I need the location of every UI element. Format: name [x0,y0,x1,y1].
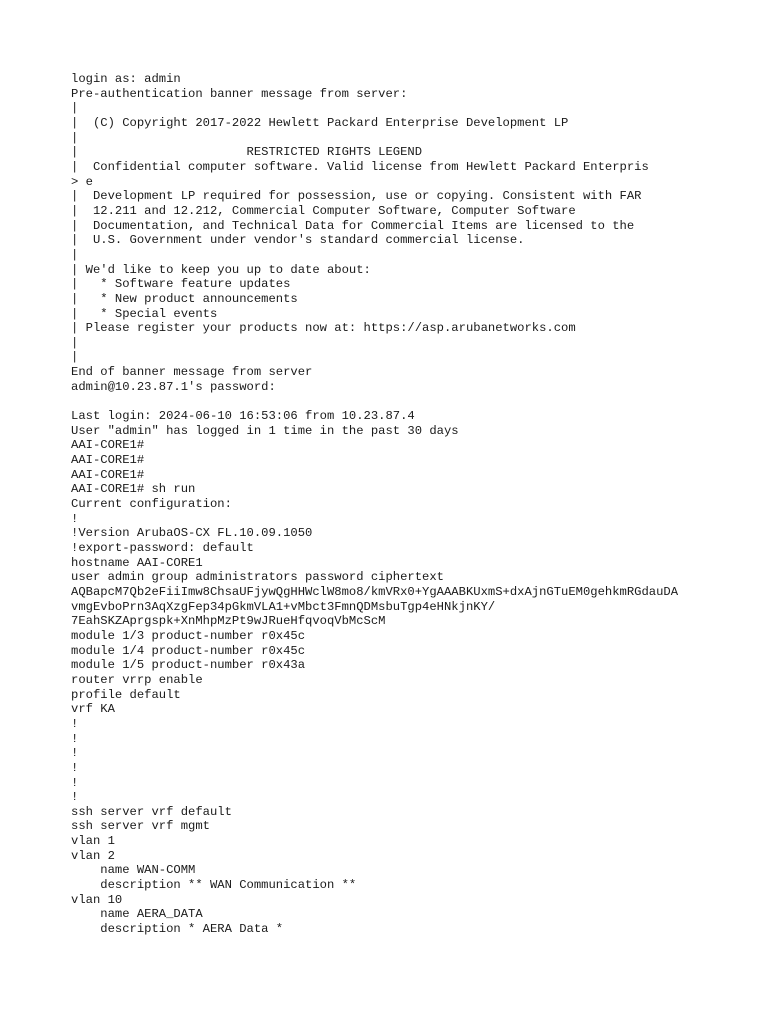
terminal-line: !Version ArubaOS-CX FL.10.09.1050 [71,526,313,541]
terminal-line: | 12.211 and 12.212, Commercial Computer Software, Computer Software [71,203,576,218]
terminal-line: Current configuration: [71,497,232,512]
terminal-line: name AERA_DATA [71,907,203,922]
terminal-line: ! [71,775,79,790]
terminal-line: router vrrp enable [71,672,203,687]
terminal-line: description ** WAN Communication ** [71,878,357,893]
terminal-output [71,72,761,937]
terminal-line: AAI-CORE1# [71,453,145,468]
terminal-line: description * AERA Data * [71,922,284,937]
terminal-line: vlan 1 [71,834,115,849]
terminal-line: AAI-CORE1# sh run [71,482,196,497]
terminal-line: | [71,350,79,365]
terminal-line: ssh server vrf mgmt [71,819,210,834]
terminal-line: | We'd like to keep you up to date about: [71,262,371,277]
terminal-line: | * New product announcements [71,291,298,306]
terminal-line: vmgEvboPrn3AqXzgFep34pGkmVLA1+vMbct3FmnQDMsbuTgp4eHNkjnKY/ [71,599,496,614]
terminal-line: | Documentation, and Technical Data for Commercial Items are licensed to the [71,218,635,233]
terminal-line: AAI-CORE1# [71,438,145,453]
terminal-line: End of banner message from server [71,365,313,380]
terminal-line: AAI-CORE1# [71,467,145,482]
terminal-line: | [71,101,79,116]
terminal-line: module 1/3 product-number r0x45c [71,628,306,643]
terminal-line: | Development LP required for possession, use or copying. Consistent with FAR [71,189,642,204]
terminal-line: ! [71,716,79,731]
terminal-line: user admin group administrators password ciphertext [71,570,444,585]
terminal-line: ! [71,511,79,526]
terminal-line: login as: admin [71,72,181,86]
terminal-line: | [71,335,79,350]
terminal-line: | RESTRICTED RIGHTS LEGEND [71,145,423,160]
terminal-line: name WAN-COMM [71,863,196,878]
terminal-line [71,394,761,409]
terminal-line: ssh server vrf default [71,804,232,819]
terminal-line: ! [71,731,79,746]
terminal-line: vlan 2 [71,848,115,863]
terminal-line: Last login: 2024-06-10 16:53:06 from 10.23.87.4 [71,409,415,424]
terminal-line: | (C) Copyright 2017-2022 Hewlett Packard Enterprise Development LP [71,115,569,130]
terminal-line: AQBapcM7Qb2eFiiImw8ChsaUFjywQgHHWclW8mo8/kmVRx0+YgAAABKUxmS+dxAjnGTuEM0gehkmRGdauDA [71,584,679,599]
terminal-line: !export-password: default [71,541,254,555]
terminal-line: module 1/5 product-number r0x43a [71,658,306,673]
terminal-line: Pre-authentication banner message from server: [71,86,408,101]
terminal-line: ! [71,760,79,775]
terminal-line: | * Special events [71,306,218,321]
terminal-line: | U.S. Government under vendor's standard commercial license. [71,233,525,248]
terminal-line: vlan 10 [71,892,123,907]
terminal-line: > e [71,174,93,189]
terminal-line: 7EahSKZAprgspk+XnMhpMzPt9wJRueHfqvoqVbMcScM [71,614,386,629]
terminal-line: ! [71,746,79,761]
terminal-line: | [71,247,79,262]
terminal-line: | Confidential computer software. Valid license from Hewlett Packard Enterpris [71,159,649,174]
terminal-line: | Please register your products now at: https://asp.arubanetworks.com [71,321,576,336]
terminal-line: | * Software feature updates [71,277,291,292]
terminal-line: hostname AAI-CORE1 [71,555,203,570]
terminal-line: module 1/4 product-number r0x45c [71,643,306,658]
terminal-line: ! [71,790,79,805]
terminal-line: | [71,130,79,145]
terminal-line: profile default [71,687,181,702]
terminal-line: admin@10.23.87.1's password: [71,379,276,394]
terminal-line: vrf KA [71,702,115,717]
terminal-line: User "admin" has logged in 1 time in the past 30 days [71,423,459,438]
